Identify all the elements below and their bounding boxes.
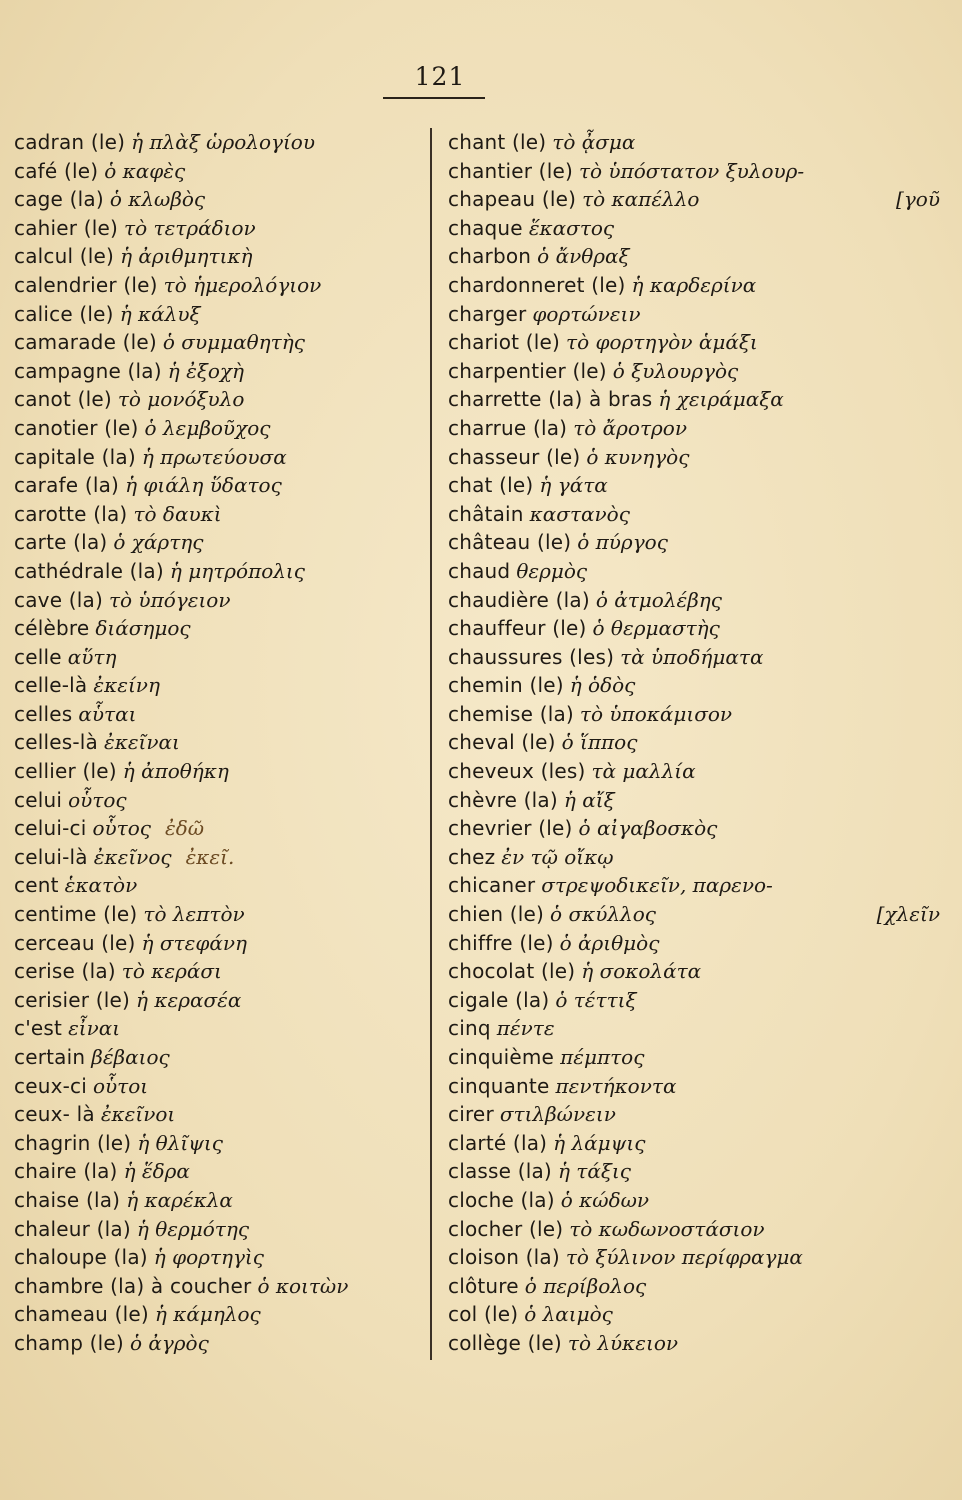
dictionary-entry: [448, 900, 948, 929]
french-term: c'est: [14, 1016, 63, 1041]
greek-translation: ἡ πρωτεύουσα: [141, 444, 287, 469]
greek-translation: ὁ ξυλουργὸς: [612, 358, 739, 383]
french-term: charrette (la) à bras: [448, 387, 653, 412]
dictionary-entry: [448, 157, 948, 186]
french-term: cathédrale (la): [14, 558, 164, 583]
french-term: chien (le): [448, 902, 545, 927]
greek-translation: ὁ τέττιξ: [555, 987, 637, 1012]
french-term: chardonneret (le): [448, 272, 626, 297]
dictionary-entry: [14, 929, 424, 958]
dictionary-entry: [448, 471, 948, 500]
french-term: cerceau (le): [14, 930, 136, 955]
greek-translation: ἡ στεφάνη: [141, 930, 247, 955]
french-term: chiffre (le): [448, 930, 554, 955]
french-term: cinq: [448, 1016, 491, 1041]
dictionary-entry: [14, 214, 424, 243]
dictionary-entry: [14, 786, 424, 815]
dictionary-entry: [448, 614, 948, 643]
dictionary-entry: [448, 242, 948, 271]
french-term: chicaner: [448, 873, 536, 898]
french-term: certain: [14, 1045, 86, 1069]
greek-translation: στρεψοδικεῖν, παρενο-: [541, 873, 773, 898]
dictionary-entry: [14, 614, 424, 643]
greek-translation: ὁ λεμβοῦχος: [144, 415, 271, 440]
french-term: chaire (la): [14, 1159, 118, 1184]
french-term: châtain: [448, 501, 524, 526]
greek-translation: ἡ σοκολάτα: [581, 959, 702, 984]
french-term: célèbre: [14, 616, 90, 641]
greek-translation: ἡ πλὰξ ὡρολογίου: [131, 130, 315, 154]
greek-translation: ἡ θερμότης: [136, 1216, 250, 1241]
greek-translation: ἡ φιάλη ὕδατος: [125, 473, 282, 498]
dictionary-entry: [14, 128, 424, 157]
handwritten-note: ἐκεῖ.: [185, 844, 235, 869]
dictionary-entry: [14, 1186, 424, 1215]
french-term: celles: [14, 701, 73, 726]
left-column: [14, 128, 424, 1358]
french-term: charpentier (le): [448, 358, 607, 383]
french-term: chocolat (le): [448, 959, 576, 984]
greek-translation: ὁ καφὲς: [104, 158, 186, 183]
dictionary-entry: [448, 1300, 948, 1329]
dictionary-entry: [14, 414, 424, 443]
french-term: cave (la): [14, 587, 103, 612]
right-column: [448, 128, 948, 1358]
greek-translation: ἐκείνη: [93, 673, 160, 698]
french-term: celui-là: [14, 844, 88, 869]
dictionary-entry: [448, 929, 948, 958]
dictionary-entry: [14, 157, 424, 186]
dictionary-entry: [14, 1129, 424, 1158]
french-term: chant (le): [448, 130, 547, 154]
dictionary-entry: [448, 671, 948, 700]
dictionary-entry: [14, 1100, 424, 1129]
dictionary-entry: [448, 871, 948, 900]
greek-translation: ἡ ἐξοχὴ: [167, 358, 244, 383]
dictionary-entry: [14, 1157, 424, 1186]
french-term: capitale (la): [14, 444, 136, 469]
greek-translation: ὁ κοιτὼν: [257, 1273, 349, 1298]
dictionary-entry: [14, 185, 424, 214]
dictionary-entry: [14, 814, 424, 843]
dictionary-entry: [448, 1014, 948, 1043]
greek-translation: τὸ κεράσι: [121, 959, 222, 984]
greek-translation: ἐν τῷ οἴκῳ: [501, 844, 614, 869]
french-term: cahier (le): [14, 215, 119, 240]
french-term: charrue (la): [448, 415, 568, 440]
dictionary-entry: [14, 843, 424, 872]
french-term: cinquante: [448, 1073, 550, 1098]
greek-translation: στιλβώνειν: [499, 1102, 616, 1127]
french-term: chaloupe (la): [14, 1245, 148, 1270]
dictionary-entry: [14, 986, 424, 1015]
dictionary-entry: [14, 271, 424, 300]
french-term: carte (la): [14, 530, 108, 555]
french-term: chauffeur (le): [448, 616, 587, 641]
dictionary-entry: [448, 1243, 948, 1272]
french-term: cigale (la): [448, 987, 550, 1012]
greek-translation: ἡ καρέκλα: [126, 1187, 233, 1212]
french-term: chameau (le): [14, 1302, 149, 1327]
dictionary-entry: [14, 1272, 424, 1301]
greek-translation: αὕτη: [67, 644, 117, 669]
dictionary-entry: [448, 357, 948, 386]
greek-translation: τὸ φορτηγὸν ἁμάξι: [566, 330, 758, 355]
dictionary-entry: [14, 357, 424, 386]
greek-translation: φορτώνειν: [532, 301, 641, 326]
greek-translation: τὸ ἄροτρον: [573, 415, 687, 440]
french-term: chez: [448, 844, 496, 869]
dictionary-entry: [448, 300, 948, 329]
greek-translation: θερμὸς: [516, 558, 588, 583]
french-term: cirer: [448, 1102, 494, 1127]
dictionary-entry: [14, 557, 424, 586]
dictionary-entry: [448, 1129, 948, 1158]
dictionary-entry: [448, 700, 948, 729]
dictionary-entry: [14, 471, 424, 500]
french-term: clarté (la): [448, 1130, 548, 1155]
dictionary-entry: [14, 300, 424, 329]
french-term: carafe (la): [14, 473, 120, 498]
french-term: chèvre (la): [448, 787, 558, 812]
dictionary-entry: [448, 814, 948, 843]
dictionary-entry: [14, 1243, 424, 1272]
french-term: chariot (le): [448, 330, 561, 355]
french-term: calice (le): [14, 301, 114, 326]
dictionary-entry: [14, 500, 424, 529]
dictionary-entry: [14, 328, 424, 357]
french-term: clôture: [448, 1273, 519, 1298]
french-term: cheveux (les): [448, 759, 586, 784]
greek-translation: ὁ σκύλλος: [550, 902, 656, 927]
greek-translation: τὸ ἡμερολόγιον: [163, 272, 322, 297]
greek-translation: ἡ κερασέα: [136, 987, 242, 1012]
greek-translation: πέμπτος: [560, 1045, 645, 1069]
page-number-rule: [383, 97, 485, 99]
dictionary-entry: [14, 757, 424, 786]
french-term: cinquième: [448, 1045, 555, 1069]
dictionary-entry: [448, 757, 948, 786]
greek-translation: ὁ λαιμὸς: [524, 1302, 613, 1327]
dictionary-entry: [14, 1014, 424, 1043]
greek-translation: ὁ κυνηγὸς: [586, 444, 690, 469]
greek-translation: τὸ τετράδιον: [124, 215, 256, 240]
greek-translation: τὰ ὑποδήματα: [620, 644, 764, 669]
greek-translation: τὸ λεπτὸν: [143, 902, 245, 927]
dictionary-entry: [448, 643, 948, 672]
page-number: 121: [414, 62, 466, 91]
french-term: café (le): [14, 158, 99, 183]
dictionary-entry: [448, 1272, 948, 1301]
french-term: classe (la): [448, 1159, 552, 1184]
greek-translation: τὰ μαλλία: [591, 759, 696, 784]
greek-translation: ὁ ἵππος: [561, 730, 638, 755]
greek-translation: ὁ συμμαθητὴς: [162, 330, 305, 355]
greek-translation: ἐκεῖναι: [103, 730, 180, 755]
french-term: cellier (le): [14, 759, 117, 784]
dictionary-entry: [14, 443, 424, 472]
french-term: cloison (la): [448, 1245, 560, 1270]
greek-translation: ἕκαστος: [528, 215, 615, 240]
greek-translation: ἡ καρδερίνα: [631, 272, 757, 297]
greek-translation: ὁ ἀγρὸς: [129, 1330, 209, 1355]
greek-translation: ἡ κάλυξ: [119, 301, 201, 326]
greek-translation: τὸ δαυκὶ: [133, 501, 222, 526]
greek-translation: τὸ ὑπόγειον: [108, 587, 231, 612]
dictionary-entry: [448, 1157, 948, 1186]
column-divider: [430, 128, 432, 1360]
french-term: canot (le): [14, 387, 112, 412]
french-term: chagrin (le): [14, 1130, 132, 1155]
french-term: charger: [448, 301, 527, 326]
greek-translation: ἡ τάξις: [557, 1159, 631, 1184]
french-term: château (le): [448, 530, 572, 555]
greek-translation: ὁ περίβολος: [524, 1273, 647, 1298]
greek-translation: τὸ ὑποκάμισον: [579, 701, 733, 726]
french-term: chambre (la) à coucher: [14, 1273, 252, 1298]
greek-translation: ἡ γάτα: [539, 473, 608, 498]
dictionary-entry: [14, 385, 424, 414]
french-term: celui-ci: [14, 816, 87, 841]
dictionary-entry: [448, 443, 948, 472]
french-term: chaque: [448, 215, 523, 240]
greek-translation: τὸ ὑπόστατον ξυλουρ-: [578, 158, 805, 183]
greek-translation: ὁ χάρτης: [113, 530, 204, 555]
greek-translation: πεντήκοντα: [555, 1073, 677, 1098]
wrapped-continuation: [χλεῖν: [876, 902, 940, 927]
wrapped-continuation: [γοῦ: [896, 187, 940, 212]
french-term: cloche (la): [448, 1187, 555, 1212]
greek-translation: οὗτος: [68, 787, 127, 812]
greek-translation: ὁ ἄνθραξ: [537, 244, 630, 269]
french-term: chemise (la): [448, 701, 574, 726]
greek-translation: ἡ ἀποθήκη: [122, 759, 229, 784]
french-term: chemin (le): [448, 673, 564, 698]
french-term: carotte (la): [14, 501, 128, 526]
greek-translation: τὸ ξύλινον περίφραγμα: [565, 1245, 803, 1270]
dictionary-entry: [14, 1072, 424, 1101]
dictionary-entry: [448, 586, 948, 615]
dictionary-entry: [448, 728, 948, 757]
french-term: campagne (la): [14, 358, 162, 383]
greek-translation: ὁ ἀτμολέβης: [595, 587, 722, 612]
dictionary-entry: [448, 786, 948, 815]
french-term: cerise (la): [14, 959, 116, 984]
greek-translation: τὸ καπέλλο: [582, 187, 700, 212]
french-term: champ (le): [14, 1330, 124, 1355]
greek-translation: ἐκεῖνος: [93, 844, 172, 869]
greek-translation: ἡ λάμψις: [553, 1130, 646, 1155]
dictionary-entry: [448, 843, 948, 872]
handwritten-note: ἐδῶ: [164, 816, 205, 841]
french-term: chevrier (le): [448, 816, 573, 841]
dictionary-entry: [14, 871, 424, 900]
dictionary-entry: [448, 1043, 948, 1072]
french-term: chapeau (le): [448, 187, 577, 212]
greek-translation: οὗτοι: [92, 1073, 149, 1098]
french-term: cadran (le): [14, 130, 126, 154]
greek-translation: ἡ ἕδρα: [123, 1159, 190, 1184]
dictionary-entry: [14, 671, 424, 700]
french-term: celle-là: [14, 673, 88, 698]
greek-translation: ὁ κώδων: [560, 1187, 650, 1212]
french-term: cage (la): [14, 187, 104, 212]
greek-translation: ὁ αἰγαβοσκὸς: [578, 816, 718, 841]
dictionary-entry: [14, 242, 424, 271]
greek-translation: τὸ ᾆσμα: [552, 130, 636, 154]
dictionary-entry: [448, 986, 948, 1015]
greek-translation: βέβαιος: [91, 1045, 170, 1069]
dictionary-entry: [14, 1043, 424, 1072]
french-term: ceux- là: [14, 1102, 95, 1127]
dictionary-entry: [448, 271, 948, 300]
french-term: camarade (le): [14, 330, 157, 355]
dictionary-entry: [448, 385, 948, 414]
dictionary-entry: [14, 900, 424, 929]
greek-translation: ἡ φορτηγὶς: [153, 1245, 264, 1270]
greek-translation: ἐκεῖνοι: [100, 1102, 176, 1127]
greek-translation: ἡ ἀριθμητικὴ: [120, 244, 253, 269]
french-term: chantier (le): [448, 158, 573, 183]
dictionary-entry: [448, 528, 948, 557]
greek-translation: τὸ λύκειον: [567, 1330, 679, 1355]
greek-translation: τὸ μονόξυλο: [117, 387, 245, 412]
dictionary-entry: [14, 643, 424, 672]
dictionary-entry: [14, 586, 424, 615]
french-term: collège (le): [448, 1330, 562, 1355]
greek-translation: ἡ μητρόπολις: [169, 558, 305, 583]
dictionary-entry: [14, 1215, 424, 1244]
greek-translation: τὸ κωδωνοστάσιον: [569, 1216, 765, 1241]
dictionary-entry: [448, 185, 948, 214]
french-term: charbon: [448, 244, 532, 269]
greek-translation: ἡ κάμηλος: [154, 1302, 261, 1327]
dictionary-entry: [448, 128, 948, 157]
french-term: canotier (le): [14, 415, 139, 440]
french-term: clocher (le): [448, 1216, 564, 1241]
french-term: cheval (le): [448, 730, 556, 755]
french-term: chaud: [448, 558, 511, 583]
french-term: centime (le): [14, 902, 138, 927]
dictionary-entry: [448, 414, 948, 443]
french-term: celles-là: [14, 730, 98, 755]
greek-translation: πέντε: [496, 1016, 555, 1041]
greek-translation: οὗτος: [92, 816, 151, 841]
french-term: calendrier (le): [14, 272, 158, 297]
greek-translation: ὁ θερμαστὴς: [592, 616, 720, 641]
french-term: chat (le): [448, 473, 534, 498]
greek-translation: καστανὸς: [529, 501, 630, 526]
greek-translation: διάσημος: [95, 616, 191, 641]
dictionary-entry: [448, 1186, 948, 1215]
greek-translation: ὁ ἀριθμὸς: [559, 930, 660, 955]
greek-translation: ἡ ὁδὸς: [569, 673, 636, 698]
dictionary-entry: [448, 328, 948, 357]
french-term: cent: [14, 873, 59, 898]
french-term: celui: [14, 787, 63, 812]
french-term: celle: [14, 644, 62, 669]
dictionary-entry: [14, 528, 424, 557]
dictionary-entry: [14, 957, 424, 986]
french-term: col (le): [448, 1302, 519, 1327]
dictionary-entry: [448, 1100, 948, 1129]
dictionary-entry: [14, 1300, 424, 1329]
greek-translation: ἑκατὸν: [64, 873, 138, 898]
dictionary-entry: [448, 214, 948, 243]
french-term: chaise (la): [14, 1187, 121, 1212]
dictionary-entry: [448, 500, 948, 529]
greek-translation: αὗται: [78, 701, 137, 726]
french-term: chasseur (le): [448, 444, 581, 469]
greek-translation: εἶναι: [68, 1016, 121, 1041]
dictionary-entry: [448, 557, 948, 586]
dictionary-entry: [14, 728, 424, 757]
french-term: cerisier (le): [14, 987, 131, 1012]
french-term: calcul (le): [14, 244, 115, 269]
dictionary-entry: [448, 957, 948, 986]
dictionary-entry: [14, 700, 424, 729]
french-term: ceux-ci: [14, 1073, 87, 1098]
french-term: chaussures (les): [448, 644, 615, 669]
greek-translation: ἡ θλῖψις: [137, 1130, 223, 1155]
greek-translation: ἡ χειράμαξα: [658, 387, 784, 412]
dictionary-entry: [14, 1329, 424, 1358]
greek-translation: ὁ πύργος: [577, 530, 668, 555]
greek-translation: ὁ κλωβὸς: [109, 187, 206, 212]
dictionary-entry: [448, 1215, 948, 1244]
greek-translation: ἡ αἴξ: [563, 787, 615, 812]
dictionary-entry: [448, 1329, 948, 1358]
french-term: chaleur (la): [14, 1216, 131, 1241]
french-term: chaudière (la): [448, 587, 590, 612]
dictionary-entry: [448, 1072, 948, 1101]
